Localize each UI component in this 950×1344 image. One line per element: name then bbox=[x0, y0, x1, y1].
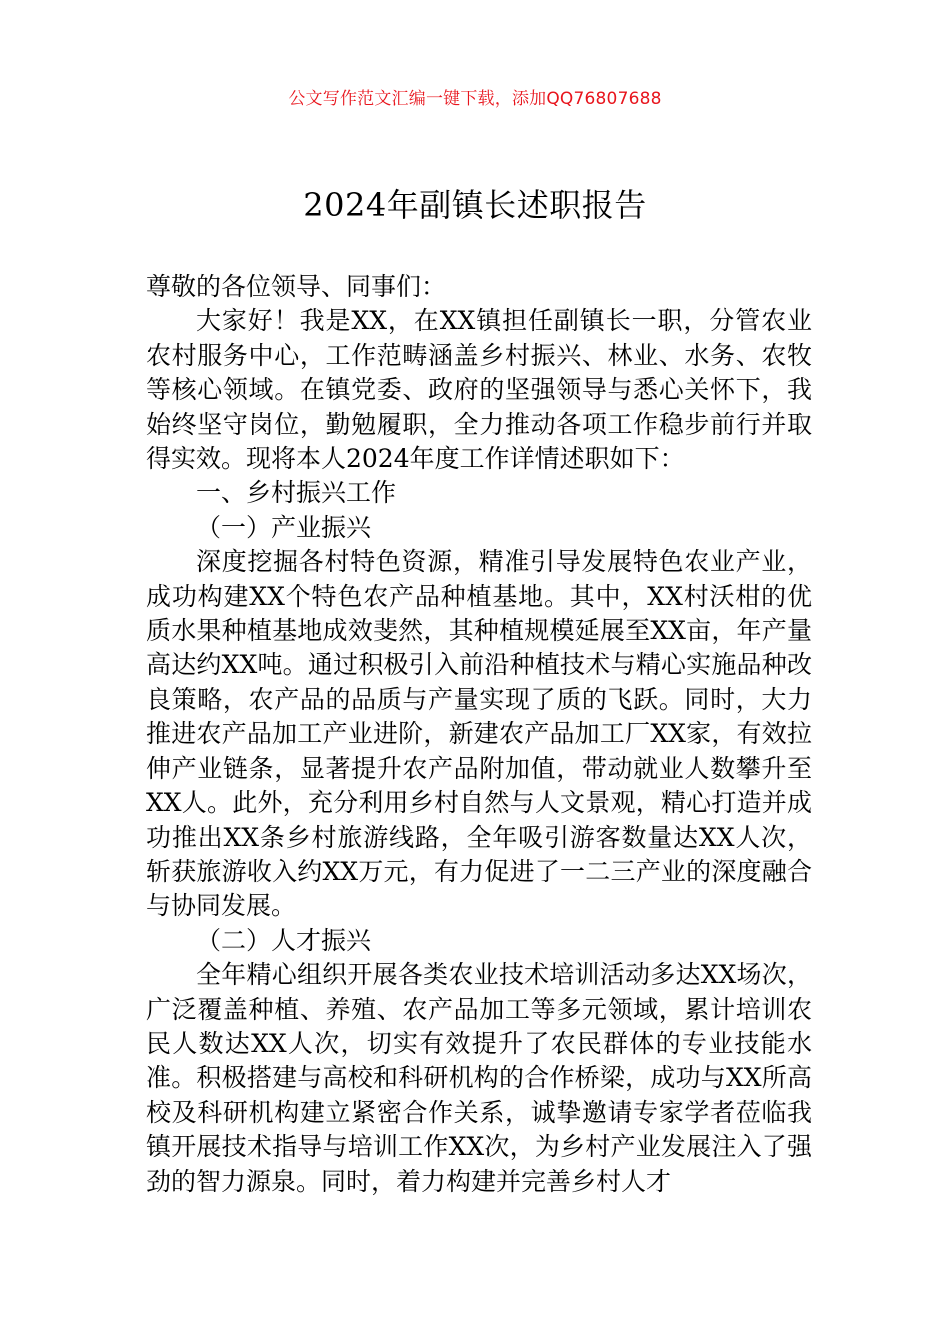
paragraph-industry: 深度挖掘各村特色资源，精准引导发展特色农业产业，成功构建XX个特色农产品种植基地。其中，XX村沃柑的优质水果种植基地成效斐然，其种植规模延展至XX亩，年产量高达约XX吨。通过积极引入前沿种植技术与精心实施品种改良策略，农产品的品质与产量实现了质的飞跃。同时，大力推进农产品加工产业进阶，新建农产品加工厂XX家，有效拉伸产业链条，显著提升农产品附加值，带动就业人数攀升至XX人。此外，充分利用乡村自然与人文景观，精心打造并成功推出XX条乡村旅游线路，全年吸引游客数量达XX人次，斩获旅游收入约XX万元，有力促进了一二三产业的深度融合与协同发展。 bbox=[146, 547, 812, 921]
subsection-heading: （二）人才振兴 bbox=[196, 925, 372, 955]
section-heading: 一、乡村振兴工作 bbox=[196, 478, 397, 508]
subsection-heading: （一）产业振兴 bbox=[196, 512, 372, 542]
download-banner: 公文写作范文汇编一键下载，添加QQ76807688 bbox=[288, 89, 662, 109]
salutation: 尊敬的各位领导、同事们： bbox=[146, 272, 447, 301]
paragraph-talent: 全年精心组织开展各类农业技术培训活动多达XX场次，广泛覆盖种植、养殖、农产品加工等多元领域，累计培训农民人数达XX人次，切实有效提升了农民群体的专业技能水准。积极搭建与高校和科研机构的合作桥梁，成功与XX所高校及科研机构建立紧密合作关系，诚挚邀请专家学者莅临我镇开展技术指导与培训工作XX次，为乡村产业发展注入了强劲的智力源泉。同时，着力构建并完善乡村人才 bbox=[146, 960, 812, 1196]
document-body bbox=[146, 270, 812, 1199]
document-title: 2024年副镇长述职报告 bbox=[303, 186, 647, 224]
paragraph-intro: 大家好！我是XX，在XX镇担任副镇长一职，分管农业农村服务中心，工作范畴涵盖乡村振兴、林业、水务、农牧等核心领域。在镇党委、政府的坚强领导与悉心关怀下，我始终坚守岗位，勤勉履职，全力推动各项工作稳步前行并取得实效。现将本人2024年度工作详情述职如下： bbox=[146, 306, 812, 474]
